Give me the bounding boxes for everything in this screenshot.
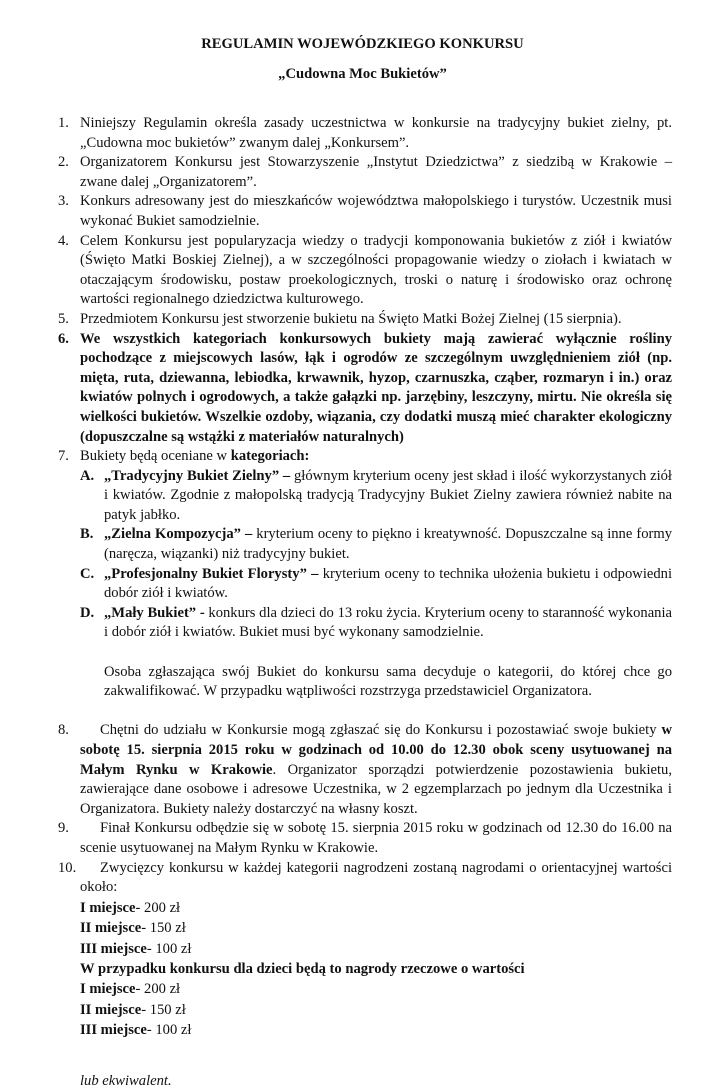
text-run: Bukiety będą oceniane w (80, 448, 231, 465)
text-run: konkurs dla dzieci do 13 roku życia. Kryterium oceny to staranność wykonania i dobór ziół i kwiatów. Bukiet musi być wykonany samodzielnie. (104, 604, 673, 641)
text-run: Niniejszy Regulamin określa zasady uczestnictwa w konkursie na tradycyjny bukiet zielny, pt. „Cudowna moc bukietów” zwanym dalej „Konkursem”. (80, 115, 672, 151)
category-letter: C. (80, 565, 95, 582)
category-item (58, 565, 672, 604)
prize-row (58, 939, 672, 959)
text-run: . Organizator sporządzi potwierdzenie pozostawienia bukietu, zawierające dane osobowe i adresowe Uczestnika, w 2 egzemplarzach po jednym dla Uczestnika i Organizatora. Bukiety należy dostarczyć na własny koszt. (80, 761, 672, 817)
item-number: 2. (58, 154, 69, 171)
document-subtitle: „Cudowna Moc Bukietów” (278, 66, 447, 82)
text-run: We wszystkich kategoriach konkursowych bukiety mają zawierać wyłącznie rośliny pochodzące z miejscowych lasów, łąk i ogrodów ze szczególnym uwzględnieniem ziół (np. mięta, ruta, dziewanna, lebiodka, krwawnik, hyzop, czarnuszka, cząber, rozmaryn i in.) oraz kwiatów polnych i ogrodowych, a także gałązki np. jarzębiny, leszczyny, mirtu. Nie określa się wielkości bukietów. Wszelkie ozdoby, wiązania, czy dodatki muszą mieć charakter ekologiczny (dopuszczalne są wstążki z materiałów naturalnych) (80, 330, 672, 445)
text-run: kryterium oceny to technika ułożenia bukietu i odpowiedni dobór ziół i kwiatów. (104, 565, 672, 602)
text-run: kryterium oceny to piękno i kreatywność. Dopuszczalne są inne formy (naręcza, wiązanki) niż tradycyjny bukiet. (104, 526, 672, 563)
prize-value: - 150 zł (141, 1001, 186, 1018)
list-item (58, 447, 672, 467)
prize-value: - 100 zł (146, 940, 192, 957)
prize-place: II miejsce (80, 920, 142, 937)
prize-place: I miejsce (80, 899, 136, 916)
category-item (58, 525, 672, 564)
text-run: „Tradycyjny Bukiet Zielny” – (104, 467, 294, 484)
text-run: Konkurs adresowany jest do mieszkańców województwa małopolskiego i turystów. Uczestnik musi wykonać Bukiet samodzielnie. (80, 193, 672, 229)
document-title: REGULAMIN WOJEWÓDZKIEGO KONKURSU (201, 36, 524, 52)
text-run: „Mały Bukiet” - (104, 604, 209, 621)
category-item (58, 467, 672, 526)
item-number: 5. (58, 310, 69, 327)
text-run: Finał Konkursu odbędzie się w sobotę 15. sierpnia 2015 roku w godzinach od 12.30 do 16.00 na scenie usytuowanej na Małym Rynku w Krakowie. (80, 820, 672, 856)
text-run: „Profesjonalny Bukiet Florysty” – (104, 565, 323, 582)
prize-row (58, 979, 672, 999)
list-item (58, 721, 672, 819)
prize-place: III miejsce (80, 1022, 147, 1039)
item-number: 6. (58, 330, 69, 347)
text-run: Organizatorem Konkursu jest Stowarzyszenie „Instytut Dziedzictwa” z siedzibą w Krakowie – zwane dalej „Organizatorem”. (80, 154, 672, 190)
list-item (58, 330, 672, 448)
text-run: w sobotę 15. sierpnia 2015 roku w godzinach od 10.00 do 12.30 obok sceny usytuowanej na Małym Rynku w Krakowie (80, 722, 672, 778)
item-number: 10. (58, 859, 77, 876)
text-run: Zwycięzcy konkursu w każdej kategorii nagrodzeni zostaną nagrodami o orientacyjnej wartości około: (80, 859, 672, 896)
prize-row (58, 1020, 672, 1040)
text-run: głównym kryterium oceny jest skład i ilość wykorzystanych ziół i kwiatów. Zgodnie z małopolską tradycją Tradycyjny Bukiet Zielny zawiera również nabite na patyk jabłko. (104, 467, 672, 523)
item-number: 3. (58, 193, 69, 210)
prize-value: - 150 zł (141, 920, 186, 937)
prize-place: III miejsce (80, 940, 147, 957)
text-run: Chętni do udziału w Konkursie mogą zgłaszać się do Konkursu i pozostawiać swoje bukiety (100, 722, 662, 739)
category-letter: B. (80, 526, 94, 543)
list-item (58, 859, 672, 898)
category-note: Osoba zgłaszająca swój Bukiet do konkursu sama decyduje o kategorii, do której chce go zakwalifikować. W przypadku wątpliwości rozstrzyga przedstawiciel Organizatora. (104, 663, 672, 700)
item-number: 8. (58, 722, 69, 739)
prize-place: II miejsce (80, 1001, 142, 1018)
text-run: kategoriach: (230, 448, 310, 465)
prize-value: - 200 zł (135, 899, 181, 916)
prize-value: - 100 zł (146, 1022, 192, 1039)
text-run: Celem Konkursu jest popularyzacja wiedzy o tradycji komponowania bukietów z ziół i kwiatów (Święto Matki Boskiej Zielnej), a w szczególności propagowanie wiedzy o ziołach i kwiatach w otaczającym środowisku, postaw proekologicznych, troski o naturę i środowisko oraz ochronę wartości regionalnego dziedzictwa kulturowego. (80, 232, 672, 308)
list-item (58, 153, 672, 192)
text-run: Przedmiotem Konkursu jest stworzenie bukietu na Święto Matki Bożej Zielnej (15 sierpnia). (80, 310, 622, 327)
equivalent-note: lub ekwiwalent. (80, 1072, 172, 1089)
prize-value: - 200 zł (135, 981, 181, 998)
item-number: 9. (58, 820, 69, 837)
prize-row (58, 918, 672, 938)
prize-row (58, 898, 672, 918)
item-number: 4. (58, 232, 69, 249)
prize-place: I miejsce (80, 981, 136, 998)
list-item (58, 114, 672, 153)
list-item (58, 232, 672, 310)
list-item (58, 310, 672, 330)
category-letter: A. (80, 467, 95, 484)
text-run: „Zielna Kompozycja” – (104, 526, 257, 543)
item-number: 1. (58, 115, 69, 131)
regulations-body (58, 114, 672, 1091)
list-item (58, 192, 672, 231)
category-item (58, 604, 672, 643)
item-number: 7. (58, 448, 69, 465)
prize-row (58, 1000, 672, 1020)
category-letter: D. (80, 604, 95, 621)
children-prizes-heading: W przypadku konkursu dla dzieci będą to nagrody rzeczowe o wartości (80, 960, 525, 977)
list-item (58, 819, 672, 858)
